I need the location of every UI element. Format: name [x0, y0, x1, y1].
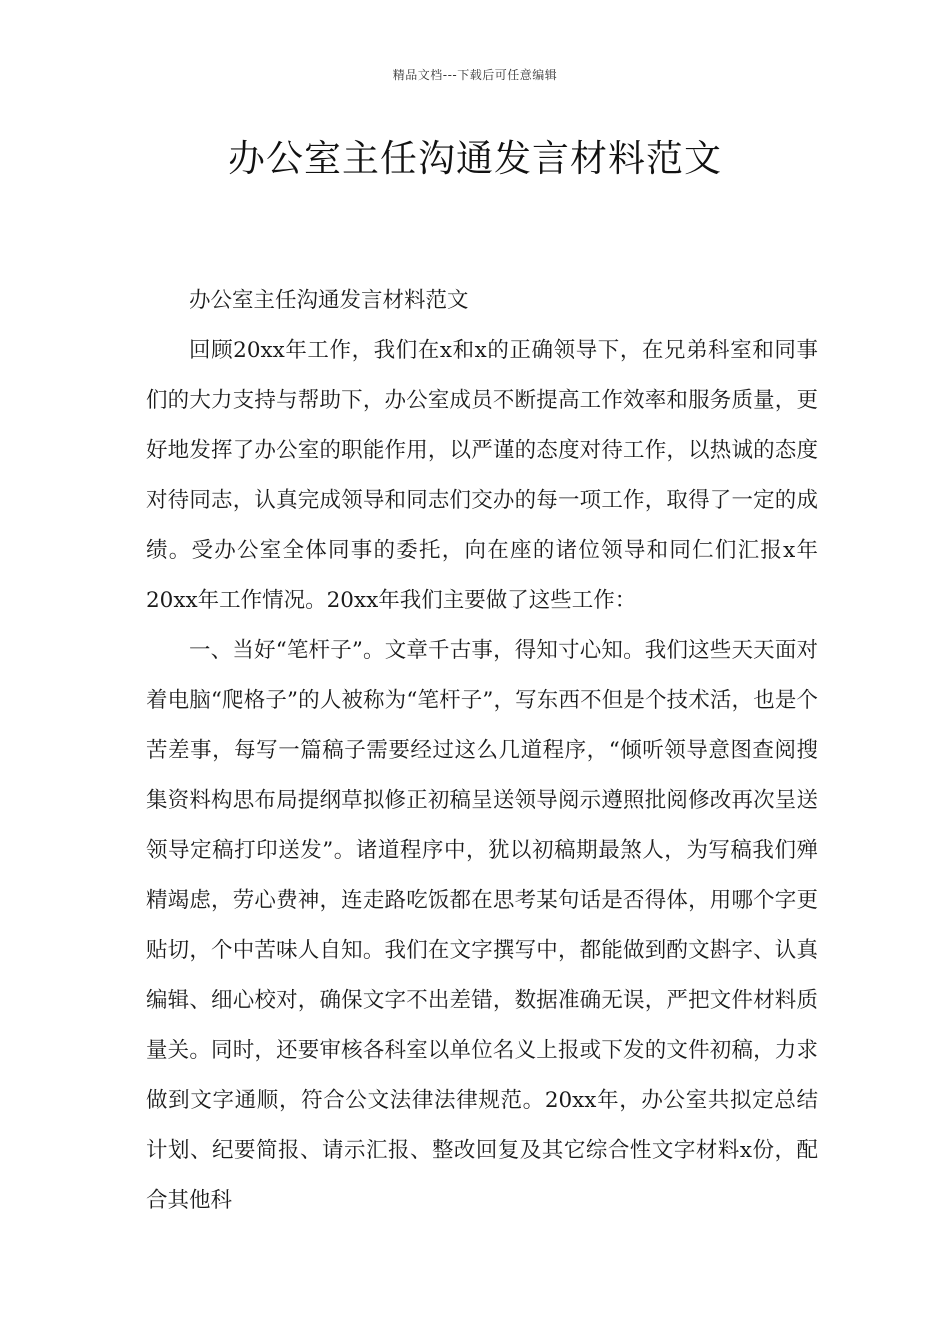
document-body — [146, 276, 818, 1226]
paragraph-section-one: 一、当好“笔杆子”。文章千古事，得知寸心知。我们这些天天面对着电脑“爬格子”的人被称为“笔杆子”，写东西不但是个技术活，也是个苦差事，每写一篇稿子需要经过这么几道程序，“倾听领导意图查阅搜集资料构思布局提纲草拟修正初稿呈送领导阅示遵照批阅修改再次呈送领导定稿打印送发”。诸道程序中，犹以初稿期最煞人，为写稿我们殚精竭虑，劳心费神，连走路吃饭都在思考某句话是否得体，用哪个字更贴切，个中苦味人自知。我们在文字撰写中，都能做到酌文斟字、认真编辑、细心校对，确保文字不出差错，数据准确无误，严把文件材料质量关。同时，还要审核各科室以单位名义上报或下发的文件初稿，力求做到文字通顺，符合公文法律法律规范。20xx年，办公室共拟定总结计划、纪要简报、请示汇报、整改回复及其它综合性文字材料x份，配合其他科 — [146, 638, 818, 1213]
document-title: 办公室主任沟通发言材料范文 — [228, 137, 722, 180]
paragraph-subtitle: 办公室主任沟通发言材料范文 — [189, 288, 469, 313]
header-note: 精品文档---下载后可任意编辑 — [392, 68, 558, 82]
paragraph-review: 回顾20xx年工作，我们在x和x的正确领导下，在兄弟科室和同事们的大力支持与帮助下，办公室成员不断提高工作效率和服务质量，更好地发挥了办公室的职能作用，以严谨的态度对待工作，以热诚的态度对待同志，认真完成领导和同志们交办的每一项工作，取得了一定的成绩。受办公室全体同事的委托，向在座的诸位领导和同仁们汇报x年20xx年工作情况。20xx年我们主要做了这些工作： — [146, 338, 818, 613]
